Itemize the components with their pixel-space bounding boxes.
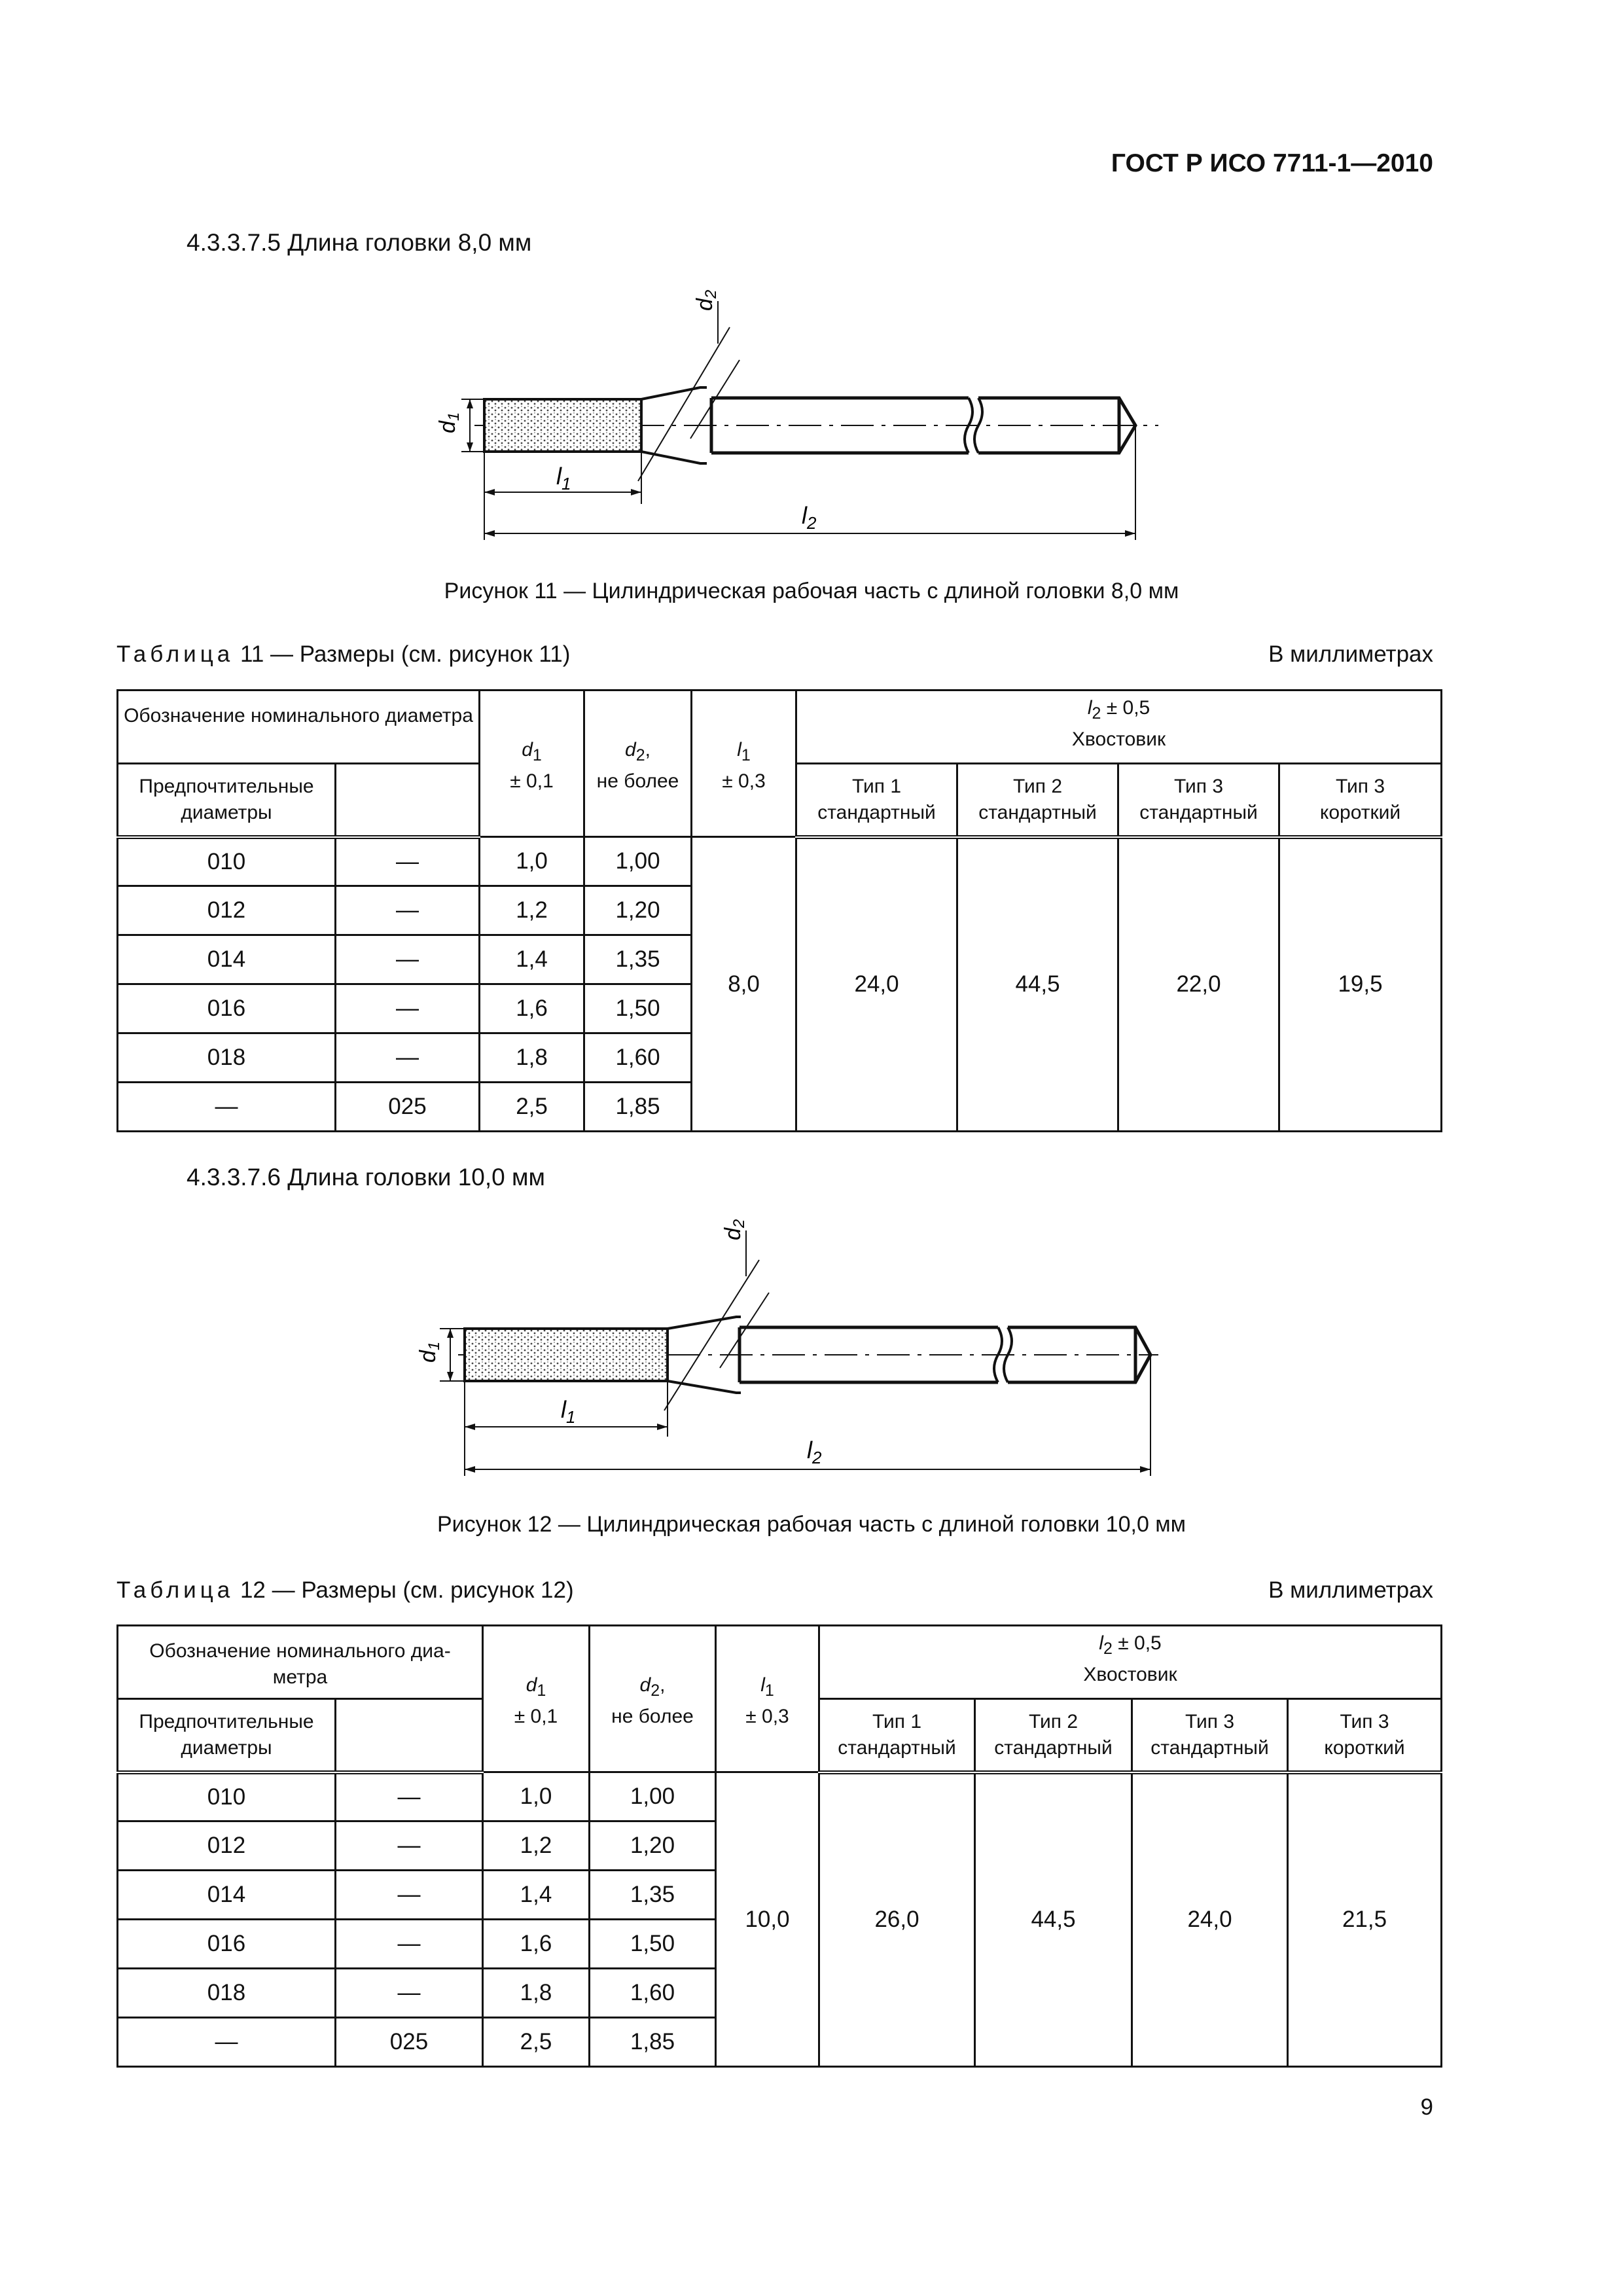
table-cell: 2,5 xyxy=(483,2018,590,2067)
d2-header: $d_2$, не более xyxy=(584,691,692,837)
d1-header: $d_1$ ± 0,1 xyxy=(480,691,584,837)
dimensions-table-12 xyxy=(116,1624,1442,2068)
d1-label: d1 xyxy=(435,412,463,433)
type-header: Тип 3 короткий xyxy=(1279,764,1442,837)
l2-type1-value: 26,0 xyxy=(819,1772,975,2067)
d1-label: d1 xyxy=(416,1341,443,1363)
table-11-units: В миллиметрах xyxy=(1268,641,1433,667)
table-cell: — xyxy=(336,984,480,1033)
table-cell: 014 xyxy=(118,935,336,984)
table-cell: 1,50 xyxy=(590,1920,716,1969)
table-cell: 1,00 xyxy=(584,837,692,886)
l1-label: $l_1$ xyxy=(561,1396,576,1427)
alt-header xyxy=(336,1699,483,1772)
type-header: Тип 2 стандартный xyxy=(957,764,1118,837)
table-11-title: Таблица 11 — Размеры (см. рисунок 11) xyxy=(116,641,571,667)
table-cell: 012 xyxy=(118,1821,336,1871)
table-cell: — xyxy=(336,1033,480,1083)
l2-type3-short-value: 21,5 xyxy=(1288,1772,1442,2067)
table-cell: 1,50 xyxy=(584,984,692,1033)
figure-12-caption: Рисунок 12 — Цилиндрическая рабочая часть с длиной головки 10,0 мм xyxy=(437,1512,1186,1537)
table-cell: 010 xyxy=(118,837,336,886)
table-cell: 025 xyxy=(336,1083,480,1132)
l2-header: $l_2 \pm 0,5$ Хвостовик xyxy=(796,691,1442,764)
l1-header: $l_1$ ± 0,3 xyxy=(692,691,796,837)
type-header: Тип 1 стандартный xyxy=(796,764,957,837)
table-cell: — xyxy=(336,935,480,984)
table-cell: 025 xyxy=(336,2018,483,2067)
table-cell: — xyxy=(336,1772,483,1821)
l1-value: 10,0 xyxy=(716,1772,819,2067)
d2-header: $d_2$, не более xyxy=(590,1626,716,1772)
table-cell: 1,2 xyxy=(483,1821,590,1871)
abrasive-head xyxy=(465,1329,668,1381)
designation-header: Обозначение номинального диаметра xyxy=(118,691,480,764)
l1-value: 8,0 xyxy=(692,837,796,1132)
table-cell: 012 xyxy=(118,886,336,935)
table-cell: 1,8 xyxy=(480,1033,584,1083)
table-cell: — xyxy=(336,1821,483,1871)
type-header: Тип 3 короткий xyxy=(1288,1699,1442,1772)
standard-code: ГОСТ Р ИСО 7711-1—2010 xyxy=(1111,149,1433,177)
abrasive-head xyxy=(484,399,641,452)
table-cell: 1,0 xyxy=(483,1772,590,1821)
table-cell: 1,8 xyxy=(483,1969,590,2018)
table-cell: 1,2 xyxy=(480,886,584,935)
table-cell: — xyxy=(336,886,480,935)
table-cell: 1,20 xyxy=(584,886,692,935)
table-cell: 1,35 xyxy=(590,1871,716,1920)
d2-label: d2 xyxy=(692,289,720,311)
table-cell: 014 xyxy=(118,1871,336,1920)
table-cell: — xyxy=(118,1083,336,1132)
type-header: Тип 3 стандартный xyxy=(1132,1699,1288,1772)
l1-header: $l_1$ ± 0,3 xyxy=(716,1626,819,1772)
tool-drawing-figure-12 xyxy=(366,1211,1178,1486)
table-cell: 016 xyxy=(118,1920,336,1969)
table-cell: 018 xyxy=(118,1033,336,1083)
l2-type3-value: 24,0 xyxy=(1132,1772,1288,2067)
type-header: Тип 2 стандартный xyxy=(975,1699,1132,1772)
table-cell: 1,00 xyxy=(590,1772,716,1821)
table-cell: 010 xyxy=(118,1772,336,1821)
table-12-units: В миллиметрах xyxy=(1268,1577,1433,1603)
table-cell: — xyxy=(336,837,480,886)
table-cell: — xyxy=(336,1969,483,2018)
dimensions-table-11 xyxy=(116,689,1442,1132)
table-12-title: Таблица 12 — Размеры (см. рисунок 12) xyxy=(116,1577,574,1603)
type-header: Тип 3 стандартный xyxy=(1118,764,1279,837)
l2-label: $l_2$ xyxy=(807,1437,822,1467)
table-cell: 2,5 xyxy=(480,1083,584,1132)
l2-header: $l_2 \pm 0,5$ Хвостовик xyxy=(819,1626,1442,1699)
table-cell: 016 xyxy=(118,984,336,1033)
table-cell: 1,35 xyxy=(584,935,692,984)
table-row xyxy=(118,1772,1442,1821)
table-row xyxy=(118,837,1442,886)
table-cell: 1,85 xyxy=(590,2018,716,2067)
d2-label: d2 xyxy=(721,1219,748,1240)
table-cell: 1,4 xyxy=(483,1871,590,1920)
table-cell: — xyxy=(336,1920,483,1969)
table-cell: — xyxy=(336,1871,483,1920)
preferred-header: Предпочтительные диаметры xyxy=(118,1699,336,1772)
type-header: Тип 1 стандартный xyxy=(819,1699,975,1772)
l2-type3-short-value: 19,5 xyxy=(1279,837,1442,1132)
table-cell: — xyxy=(118,2018,336,2067)
table-cell: 1,6 xyxy=(480,984,584,1033)
l2-type1-value: 24,0 xyxy=(796,837,957,1132)
table-cell: 1,85 xyxy=(584,1083,692,1132)
table-cell: 1,60 xyxy=(584,1033,692,1083)
table-cell: 1,0 xyxy=(480,837,584,886)
table-cell: 1,4 xyxy=(480,935,584,984)
table-cell: 1,60 xyxy=(590,1969,716,2018)
table-cell: 1,6 xyxy=(483,1920,590,1969)
l2-type3-value: 22,0 xyxy=(1118,837,1279,1132)
page-number: 9 xyxy=(1420,2094,1433,2120)
section-heading-2: 4.3.3.7.6 Длина головки 10,0 мм xyxy=(187,1164,545,1191)
l2-label: $l_2$ xyxy=(802,502,817,533)
table-cell: 018 xyxy=(118,1969,336,2018)
figure-11-caption: Рисунок 11 — Цилиндрическая рабочая часть с длиной головки 8,0 мм xyxy=(444,579,1179,603)
section-heading-1: 4.3.3.7.5 Длина головки 8,0 мм xyxy=(187,229,532,256)
alt-header xyxy=(336,764,480,837)
d1-header: $d_1$ ± 0,1 xyxy=(483,1626,590,1772)
designation-header: Обозначение номинального диа-метра xyxy=(118,1626,483,1699)
l2-type2-value: 44,5 xyxy=(975,1772,1132,2067)
tool-drawing-figure-11 xyxy=(393,281,1178,543)
l2-type2-value: 44,5 xyxy=(957,837,1118,1132)
table-cell: 1,20 xyxy=(590,1821,716,1871)
l1-label: $l_1$ xyxy=(556,463,571,493)
preferred-header: Предпочтительные диаметры xyxy=(118,764,336,837)
